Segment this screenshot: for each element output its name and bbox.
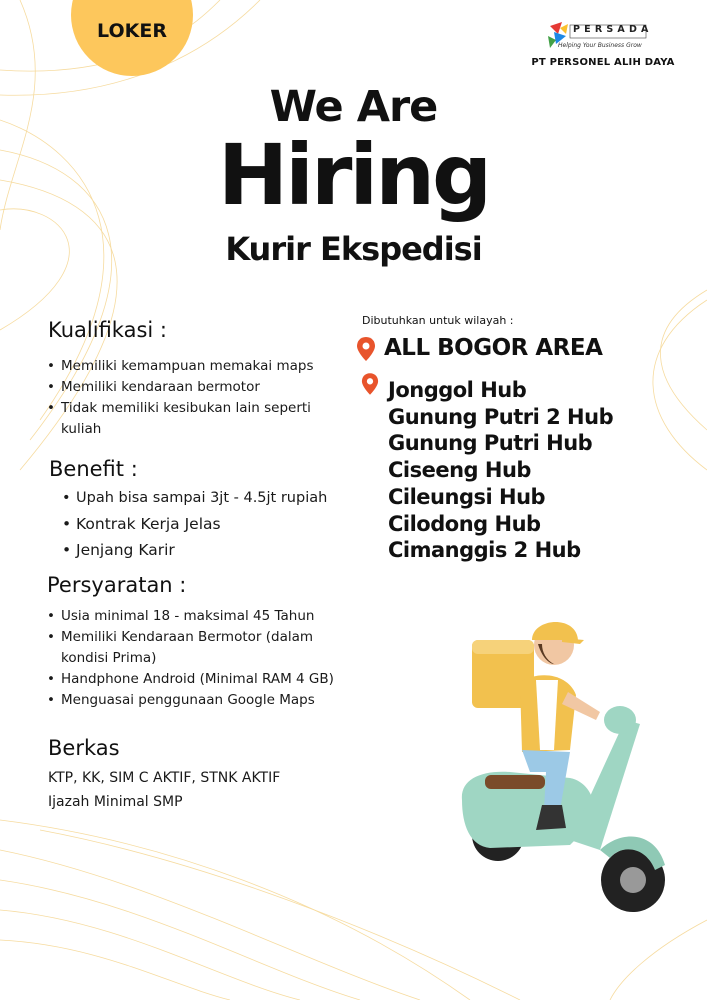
title-we-are: We Are [269, 82, 438, 132]
hub-item: Gunung Putri 2 Hub [388, 404, 614, 429]
documents-line-2: Ijazah Minimal SMP [48, 794, 183, 810]
area-main: ALL BOGOR AREA [384, 335, 603, 361]
company-logo-letters: PERSADA [573, 24, 653, 35]
company-tagline: Helping Your Business Grow [558, 42, 642, 49]
list-item: • Handphone Android (Minimal RAM 4 GB) [47, 669, 357, 690]
benefits-list [62, 485, 372, 563]
hub-item: Jonggol Hub [388, 378, 527, 402]
location-pin-icon [356, 336, 376, 362]
hub-item: Ciseeng Hub [388, 458, 531, 483]
benefits-heading: Benefit : [49, 457, 138, 481]
hub-item: Cilodong Hub [388, 511, 541, 536]
hub-list [388, 377, 613, 564]
list-item: • Tidak memiliki kesibukan lain seperti kuliah [47, 398, 347, 440]
courier-illustration [450, 600, 670, 920]
qualifications-list [47, 356, 347, 440]
list-item: • Jenjang Karir [62, 537, 372, 563]
list-item: • Upah bisa sampai 3jt - 4.5jt rupiah [62, 485, 372, 511]
location-pin-icon [361, 372, 379, 396]
hub-item: Cileungsi Hub [388, 484, 546, 509]
list-item: • Memiliki kendaraan bermotor [47, 377, 347, 398]
area-label: Dibutuhkan untuk wilayah : [362, 314, 514, 327]
job-position: Kurir Ekspedisi [225, 230, 482, 268]
hub-item: Gunung Putri Hub [388, 431, 593, 456]
requirements-heading: Persyaratan : [47, 573, 187, 597]
list-item: • Memiliki Kendaraan Bermotor (dalam kondisi Prima) [47, 627, 357, 669]
list-item: • Kontrak Kerja Jelas [62, 511, 372, 537]
documents-line-1: KTP, KK, SIM C AKTIF, STNK AKTIF [48, 770, 281, 786]
hub-item: Cimanggis 2 Hub [388, 538, 581, 563]
qualifications-heading: Kualifikasi : [48, 318, 167, 342]
list-item: • Memiliki kemampuan memakai maps [47, 356, 347, 377]
requirements-list [47, 606, 357, 711]
loker-badge-label: LOKER [97, 20, 167, 42]
list-item: • Menguasai penggunaan Google Maps [47, 690, 357, 711]
list-item: • Usia minimal 18 - maksimal 45 Tahun [47, 606, 357, 627]
company-name: PT PERSONEL ALIH DAYA [531, 57, 675, 68]
title-hiring: Hiring [217, 126, 490, 224]
documents-heading: Berkas [48, 736, 120, 760]
